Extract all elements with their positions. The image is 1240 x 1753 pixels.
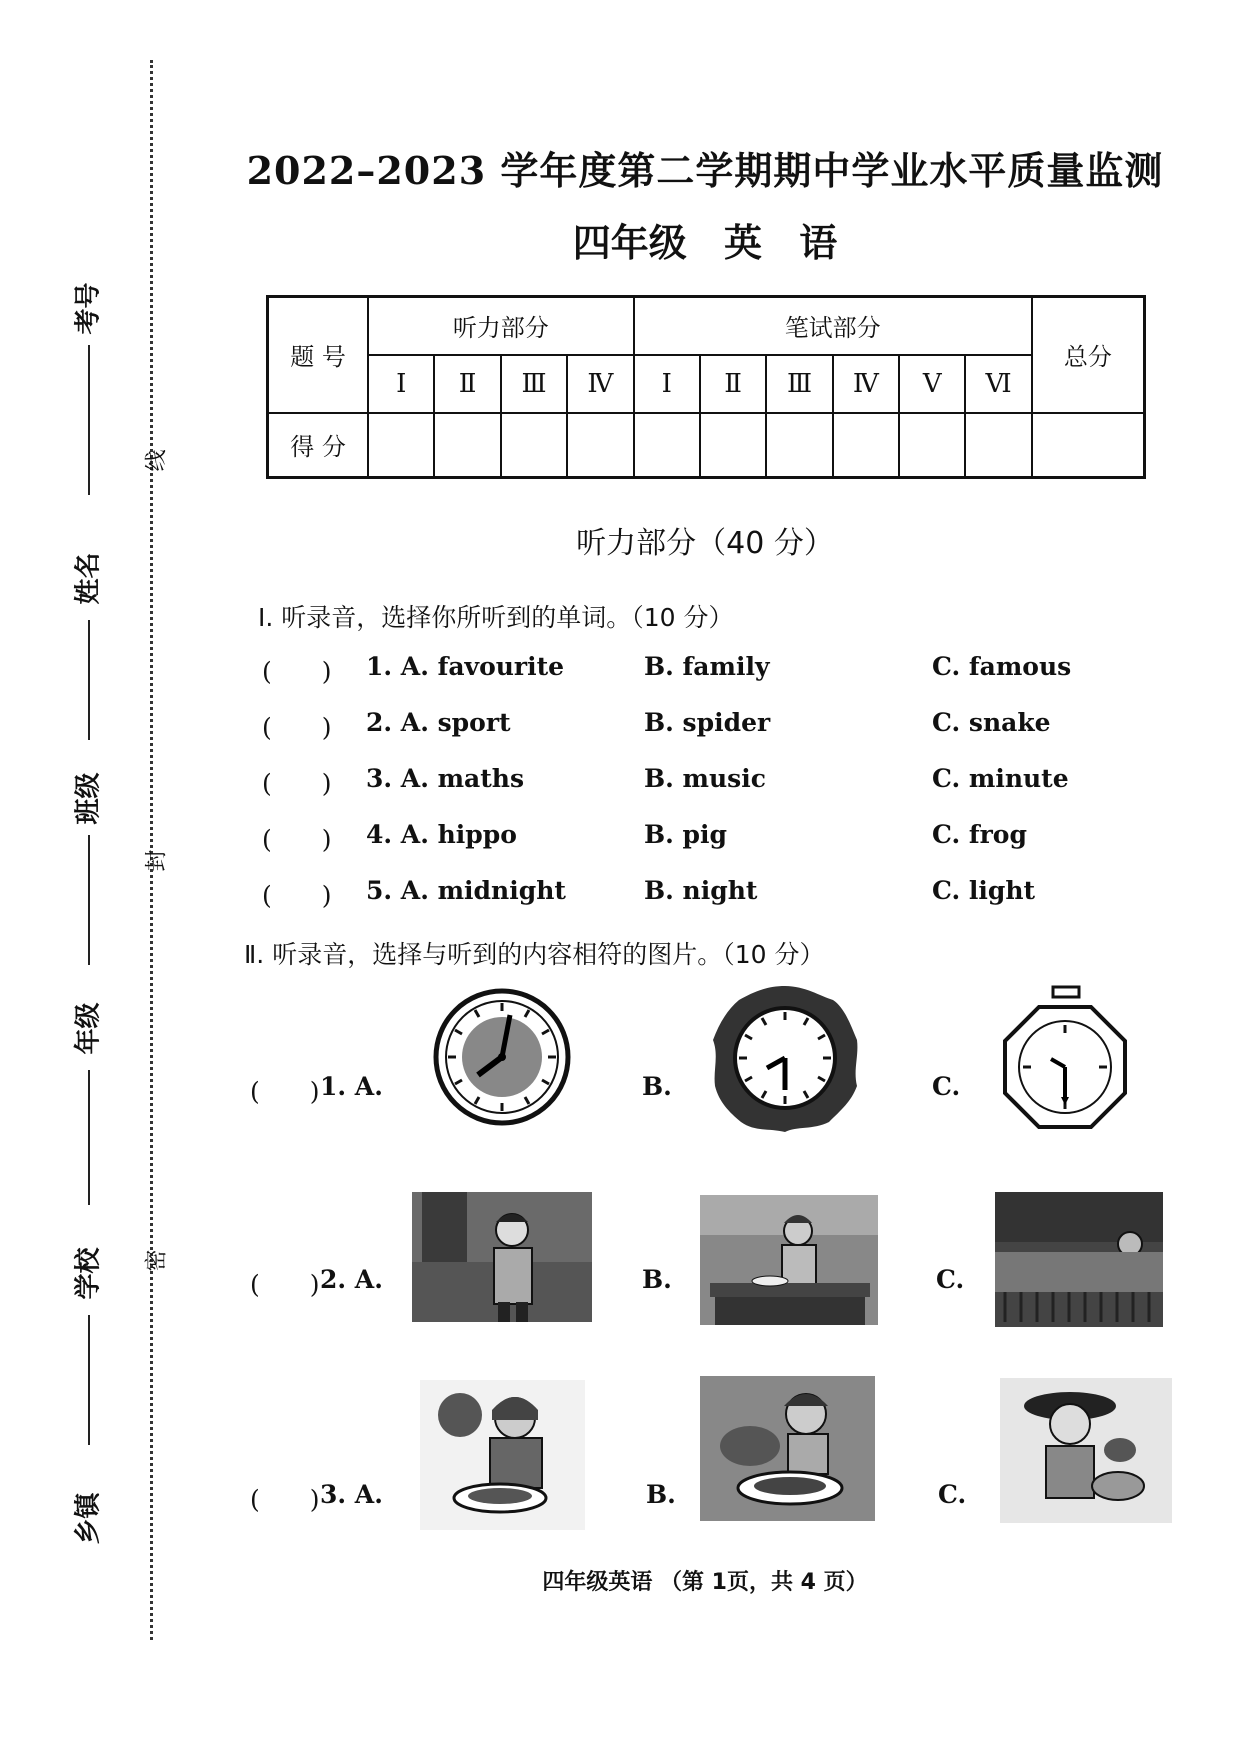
writing-col: Ⅲ [766, 355, 832, 413]
option-a: 5. A. midnight [366, 876, 566, 905]
option-a: 1. A. favourite [366, 652, 565, 681]
score-cell[interactable] [700, 413, 766, 478]
seal-mark-secret: 密 [144, 1249, 170, 1272]
listening-col: Ⅲ [501, 355, 567, 413]
woman-with-pizza-image[interactable] [420, 1380, 585, 1530]
writing-col: Ⅱ [700, 355, 766, 413]
page-footer: 四年级英语 （第 1页，共 4 页） [542, 1570, 868, 1595]
name-blank[interactable] [88, 620, 90, 740]
part1-question-2 [262, 708, 1162, 748]
option-a-label: 1. A. [320, 1072, 383, 1101]
answer-blank[interactable]: ( ) [250, 1270, 320, 1299]
score-cell[interactable] [965, 413, 1031, 478]
class-blank[interactable] [88, 835, 90, 965]
field-name: 姓名 [73, 552, 104, 605]
option-b: B. night [644, 876, 758, 905]
school-blank[interactable] [88, 1315, 90, 1445]
option-c: C. light [932, 876, 1036, 905]
score-cell[interactable] [634, 413, 700, 478]
option-b: B. music [644, 764, 766, 793]
exam-number-blank[interactable] [88, 345, 90, 495]
field-grade: 年级 [73, 1002, 104, 1055]
listening-section-title: 听力部分（40 分） [576, 526, 834, 561]
part1-question-3 [262, 764, 1162, 804]
option-b-label: B. [646, 1480, 676, 1509]
part1-question-4 [262, 820, 1162, 860]
score-cell[interactable] [567, 413, 633, 478]
option-a-label: 2. A. [320, 1265, 383, 1294]
woman-with-chicken-image[interactable] [1000, 1378, 1172, 1523]
answer-blank[interactable]: ( ) [262, 713, 332, 742]
total-score-cell[interactable] [1032, 413, 1145, 478]
option-b-label: B. [642, 1265, 672, 1294]
seal-mark-seal: 封 [144, 849, 170, 872]
option-a-label: 3. A. [320, 1480, 383, 1509]
clock-b-icon[interactable] [705, 978, 865, 1138]
option-c: C. minute [932, 764, 1069, 793]
part1-question-1 [262, 652, 1162, 692]
seal-mark-line: 线 [144, 449, 170, 472]
answer-blank[interactable]: ( ) [262, 657, 332, 686]
option-c: C. snake [932, 708, 1051, 737]
listening-col: Ⅳ [567, 355, 633, 413]
option-c-label: C. [938, 1480, 967, 1509]
listening-part-label: 听力部分 [368, 297, 634, 355]
writing-col: Ⅳ [833, 355, 899, 413]
score-table [266, 295, 1146, 479]
score-cell[interactable] [766, 413, 832, 478]
answer-blank[interactable]: ( ) [262, 825, 332, 854]
option-c-label: C. [932, 1072, 961, 1101]
answer-blank[interactable]: ( ) [262, 769, 332, 798]
option-b-label: B. [642, 1072, 672, 1101]
option-a: 4. A. hippo [366, 820, 517, 849]
part1-question-5 [262, 876, 1162, 916]
score-cell[interactable] [368, 413, 434, 478]
answer-blank[interactable]: ( ) [250, 1077, 320, 1106]
part2-heading: Ⅱ. 听录音，选择与听到的内容相符的图片。（10 分） [244, 940, 825, 969]
option-a: 2. A. sport [366, 708, 511, 737]
question-number-label: 题 号 [268, 297, 369, 413]
option-c: C. famous [932, 652, 1072, 681]
grade-blank[interactable] [88, 1070, 90, 1205]
writing-col: Ⅴ [899, 355, 965, 413]
option-b: B. family [644, 652, 770, 681]
page-title: 2022–2023 学年度第二学期期中学业水平质量监测 [246, 148, 1164, 193]
answer-blank[interactable]: ( ) [250, 1485, 320, 1514]
boy-with-dish-image[interactable] [700, 1376, 875, 1521]
total-label: 总分 [1032, 297, 1145, 413]
boy-sleeping-in-bed-image[interactable] [995, 1192, 1163, 1327]
clock-a-icon[interactable] [430, 985, 575, 1130]
listening-col: Ⅰ [368, 355, 434, 413]
page-subtitle: 四年级 英 语 [572, 221, 838, 265]
field-exam-number: 考号 [73, 282, 104, 335]
part1-heading: Ⅰ. 听录音，选择你所听到的单词。（10 分） [258, 603, 734, 632]
field-school: 学校 [73, 1247, 104, 1300]
writing-part-label: 笔试部分 [634, 297, 1032, 355]
score-cell[interactable] [899, 413, 965, 478]
writing-col: Ⅵ [965, 355, 1031, 413]
boy-eating-breakfast-image[interactable] [700, 1195, 878, 1325]
option-b: B. spider [644, 708, 771, 737]
score-cell[interactable] [833, 413, 899, 478]
boy-going-to-school-image[interactable] [412, 1192, 592, 1322]
listening-col: Ⅱ [434, 355, 500, 413]
score-label: 得 分 [268, 413, 369, 478]
score-cell[interactable] [501, 413, 567, 478]
option-c-label: C. [936, 1265, 965, 1294]
option-b: B. pig [644, 820, 727, 849]
stopwatch-c-icon[interactable] [995, 985, 1135, 1145]
option-c: C. frog [932, 820, 1027, 849]
answer-blank[interactable]: ( ) [262, 881, 332, 910]
field-class: 班级 [73, 772, 104, 825]
option-a: 3. A. maths [366, 764, 525, 793]
writing-col: Ⅰ [634, 355, 700, 413]
field-township: 乡镇 [73, 1492, 104, 1545]
score-cell[interactable] [434, 413, 500, 478]
